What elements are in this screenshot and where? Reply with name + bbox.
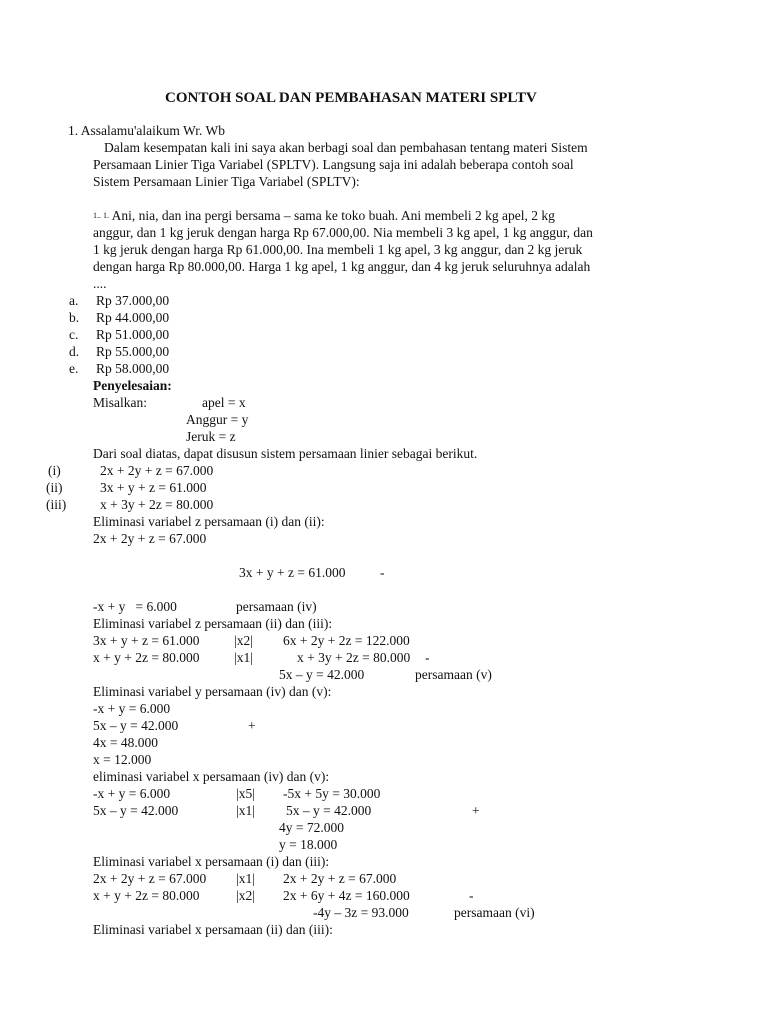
- equation: 3x + y + z = 61.000: [100, 480, 207, 495]
- page-title: CONTOH SOAL DAN PEMBAHASAN MATERI SPLTV: [165, 90, 537, 106]
- step-multiplier: |x2|: [236, 888, 255, 903]
- step-equation: x + y + 2z = 80.000: [93, 888, 200, 903]
- step-title: Eliminasi variabel z persamaan (ii) dan (iii):: [93, 616, 333, 631]
- step-equation: -5x + 5y = 30.000: [283, 786, 381, 801]
- question-marker: 1.. 1.: [93, 211, 109, 220]
- step-multiplier: |x1|: [236, 871, 255, 886]
- equation: 2x + 2y + z = 67.000: [100, 463, 214, 478]
- equation-label: (ii): [46, 480, 63, 495]
- solution-heading: Penyelesaian:: [93, 378, 172, 393]
- step-equation: x + 3y + 2z = 80.000: [297, 650, 411, 665]
- step-equation: -x + y = 6.000: [93, 701, 171, 716]
- intro-number: 1. Assalamu'alaikum Wr. Wb: [68, 123, 225, 138]
- option-label: a.: [69, 293, 79, 308]
- step-operator: -: [425, 650, 430, 665]
- variable-def: apel = x: [202, 395, 246, 410]
- variable-def: Jeruk = z: [186, 429, 236, 444]
- step-result: y = 18.000: [279, 837, 338, 852]
- equation: x + 3y + 2z = 80.000: [100, 497, 214, 512]
- step-title: Eliminasi variabel z persamaan (i) dan (ii):: [93, 514, 325, 529]
- option-text: Rp 58.000,00: [96, 361, 170, 376]
- equation-label: (iii): [46, 497, 67, 512]
- step-multiplier: |x2|: [234, 633, 253, 648]
- misalkan-label: Misalkan:: [93, 395, 147, 410]
- option-label: c.: [69, 327, 79, 342]
- step-equation: 2x + 2y + z = 67.000: [93, 531, 207, 546]
- step-equation: x + y + 2z = 80.000: [93, 650, 200, 665]
- step-result: 4y = 72.000: [279, 820, 344, 835]
- step-equation: 3x + y + z = 61.000: [239, 565, 346, 580]
- option-text: Rp 55.000,00: [96, 344, 170, 359]
- step-result: 4x = 48.000: [93, 735, 158, 750]
- step-tag: persamaan (iv): [236, 599, 317, 614]
- intro-line: Persamaan Linier Tiga Variabel (SPLTV). Langsung saja ini adalah beberapa contoh soal: [93, 157, 574, 172]
- step-title: eliminasi variabel x persamaan (iv) dan (v):: [93, 769, 330, 784]
- step-equation: 5x – y = 42.000: [286, 803, 372, 818]
- step-equation: 5x – y = 42.000: [93, 718, 179, 733]
- step-multiplier: |x1|: [236, 803, 255, 818]
- step-operator: +: [248, 718, 256, 733]
- step-equation: 2x + 6y + 4z = 160.000: [283, 888, 410, 903]
- step-equation: 6x + 2y + 2z = 122.000: [283, 633, 410, 648]
- intro-line: Sistem Persamaan Linier Tiga Variabel (SPLTV):: [93, 174, 360, 189]
- question-line: 1 kg jeruk dengan harga Rp 61.000,00. Ina membeli 1 kg apel, 3 kg anggur, dan 2 kg jeruk: [93, 242, 583, 257]
- step-result: -x + y = 6.000: [93, 599, 177, 614]
- step-title: Eliminasi variabel y persamaan (iv) dan (v):: [93, 684, 332, 699]
- question-line: anggur, dan 1 kg jeruk dengan harga Rp 67.000,00. Nia membeli 3 kg apel, 1 kg anggur, dan: [93, 225, 593, 240]
- option-label: d.: [69, 344, 80, 359]
- step-operator: -: [380, 565, 385, 580]
- question-line: dengan harga Rp 80.000,00. Harga 1 kg apel, 1 kg anggur, dan 4 kg jeruk seluruhnya adalah: [93, 259, 591, 274]
- system-intro: Dari soal diatas, dapat disusun sistem persamaan linier sebagai berikut.: [93, 446, 478, 461]
- step-result: x = 12.000: [93, 752, 152, 767]
- option-label: b.: [69, 310, 80, 325]
- variable-def: Anggur = y: [186, 412, 249, 427]
- option-text: Rp 44.000,00: [96, 310, 170, 325]
- step-equation: 3x + y + z = 61.000: [93, 633, 200, 648]
- step-operator: -: [469, 888, 474, 903]
- question-line: ....: [93, 276, 107, 291]
- option-label: e.: [69, 361, 79, 376]
- step-title: Eliminasi variabel x persamaan (i) dan (iii):: [93, 854, 330, 869]
- step-multiplier: |x1|: [234, 650, 253, 665]
- intro-line: Dalam kesempatan kali ini saya akan berbagi soal dan pembahasan tentang materi Sistem: [104, 140, 588, 155]
- step-equation: -x + y = 6.000: [93, 786, 171, 801]
- step-multiplier: |x5|: [236, 786, 255, 801]
- equation-label: (i): [48, 463, 61, 478]
- step-equation: 2x + 2y + z = 67.000: [93, 871, 207, 886]
- question-line: Ani, nia, dan ina pergi bersama – sama ke toko buah. Ani membeli 2 kg apel, 2 kg: [111, 208, 555, 223]
- option-text: Rp 51.000,00: [96, 327, 170, 342]
- step-result: 5x – y = 42.000: [279, 667, 365, 682]
- step-tag: persamaan (vi): [454, 905, 535, 920]
- question-block: [93, 207, 555, 224]
- step-result: -4y – 3z = 93.000: [313, 905, 409, 920]
- option-text: Rp 37.000,00: [96, 293, 170, 308]
- step-tag: persamaan (v): [415, 667, 492, 682]
- step-title: Eliminasi variabel x persamaan (ii) dan (iii):: [93, 922, 333, 937]
- step-equation: 5x – y = 42.000: [93, 803, 179, 818]
- step-operator: +: [472, 803, 480, 818]
- step-equation: 2x + 2y + z = 67.000: [283, 871, 397, 886]
